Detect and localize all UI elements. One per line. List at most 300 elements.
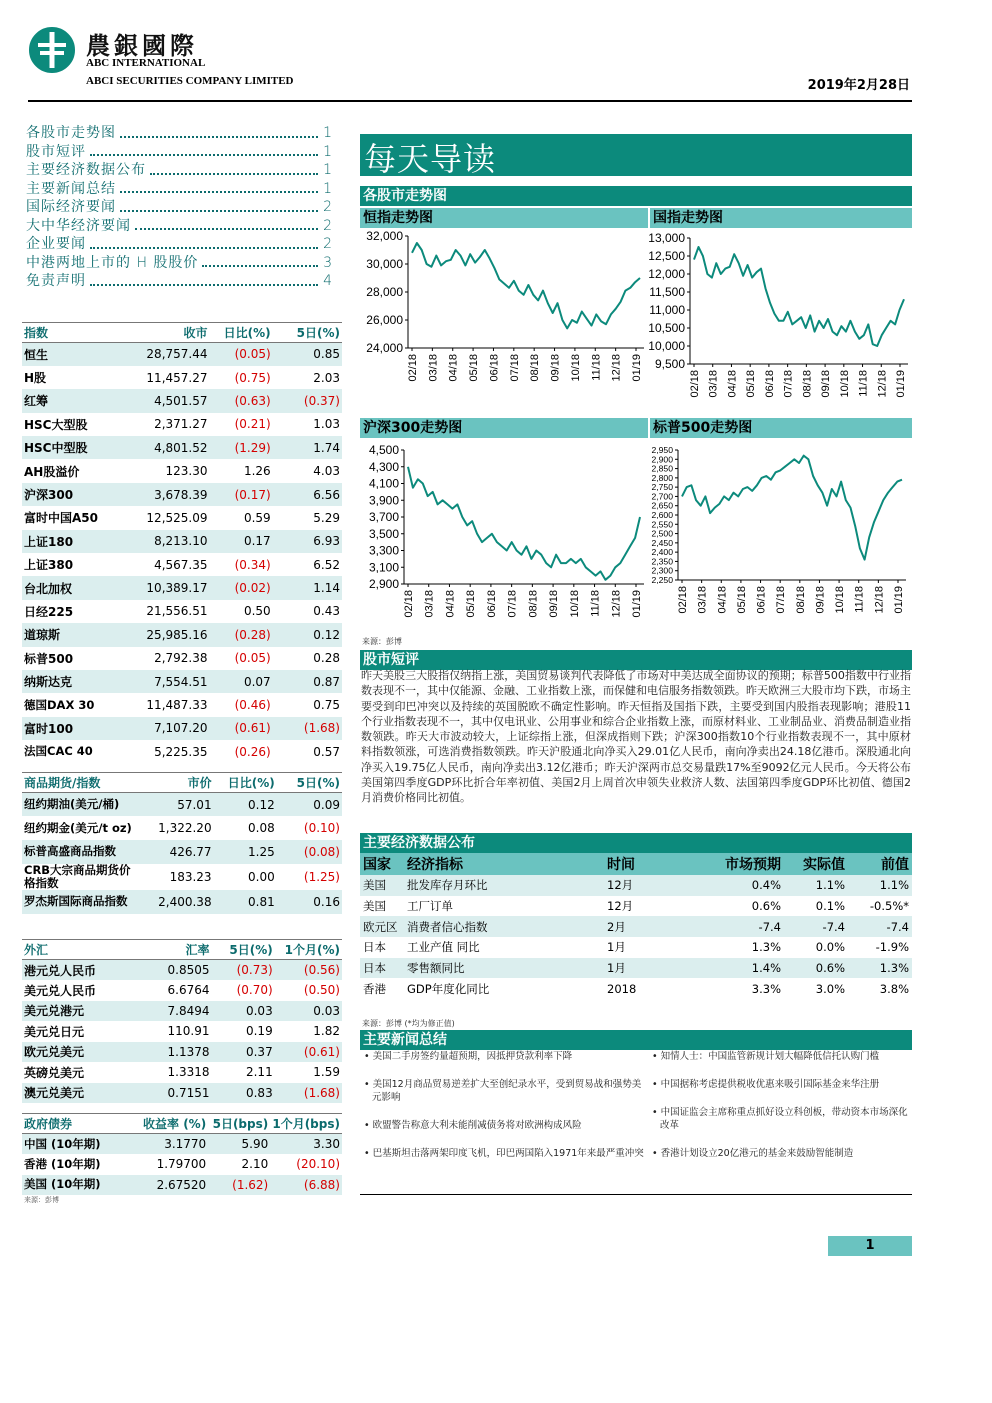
table-cell: 2,371.27 xyxy=(154,417,208,432)
table-cell: 1.74 xyxy=(273,436,342,459)
chart-title-csi300: 沪深300走势图 xyxy=(360,418,648,438)
column-header: 5日(%) xyxy=(273,323,342,343)
column-header: 指数 xyxy=(22,323,136,343)
abc-logo-icon xyxy=(28,26,76,74)
toc-page: 1 xyxy=(323,180,332,197)
hscei-chart xyxy=(640,228,912,418)
table-row xyxy=(22,980,342,1001)
econ-cell: 3.0% xyxy=(815,981,845,996)
table-cell: 0.17 xyxy=(210,530,273,553)
y-tick-label: 2,400 xyxy=(651,547,673,558)
column-header: 收益率 (%) xyxy=(134,1114,208,1134)
table-cell: (0.50) xyxy=(303,983,340,998)
table-cell: 8,213.10 xyxy=(136,530,209,553)
toc-item[interactable] xyxy=(26,235,332,254)
econ-cell: 美国 xyxy=(363,899,386,914)
table-cell: 上证380 xyxy=(24,558,74,573)
table-cell: HSC大型股 xyxy=(24,417,88,432)
table-row xyxy=(22,436,342,459)
y-tick-label: 13,000 xyxy=(648,231,685,246)
table-row xyxy=(22,864,342,890)
table-cell: 0.50 xyxy=(243,604,271,619)
econ-cell: GDP年度化同比 xyxy=(407,981,490,996)
econ-cell: 零售额同比 xyxy=(404,958,604,979)
chart-source: 来源：彭博 xyxy=(362,637,402,646)
table-cell: 美元兑港元 xyxy=(22,1001,136,1022)
table-cell: 4.03 xyxy=(313,464,340,479)
table-cell: 183.23 xyxy=(169,869,212,884)
column-header: 日比(%) xyxy=(210,323,273,343)
table-cell: 香港 (10年期) xyxy=(24,1156,101,1171)
table-cell: 4,501.57 xyxy=(136,389,209,412)
table-cell: 纽约期金(美元/t oz) xyxy=(24,820,132,835)
table-cell: 标普高盛商品指数 xyxy=(22,840,142,864)
table-cell: (0.63) xyxy=(210,389,273,412)
y-tick-label: 2,900 xyxy=(368,577,399,592)
econ-cell: 1月 xyxy=(604,958,694,979)
x-tick-label: 12/18 xyxy=(610,590,623,618)
toc-leader xyxy=(150,161,318,175)
table-row xyxy=(22,1175,342,1196)
y-tick-label: 11,500 xyxy=(649,285,685,300)
table-row xyxy=(22,553,342,576)
table-cell: 纳斯达克 xyxy=(22,670,136,693)
table-cell: 2.67520 xyxy=(134,1175,208,1196)
table-cell: (0.46) xyxy=(234,698,271,713)
table-cell: 0.83 xyxy=(212,1083,275,1104)
toc-item[interactable] xyxy=(26,161,332,180)
x-tick-label: 04/18 xyxy=(444,590,457,618)
x-tick-label: 03/18 xyxy=(423,590,436,618)
table-cell: 0.81 xyxy=(214,890,277,914)
table-row xyxy=(22,413,342,436)
y-tick-label: 4,500 xyxy=(368,443,399,458)
table-row xyxy=(22,623,342,646)
table-cell: (1.29) xyxy=(210,436,273,459)
column-header: 5日(%) xyxy=(277,773,342,793)
table-cell: (0.21) xyxy=(234,417,271,432)
table-row xyxy=(22,1001,342,1022)
econ-row xyxy=(360,916,912,937)
econ-column-header: 国家 xyxy=(360,853,404,875)
y-tick-label: 4,300 xyxy=(368,459,399,474)
table-cell: AH股溢价 xyxy=(24,464,80,479)
toc-label: 大中华经济要闻 xyxy=(26,217,131,234)
toc-label: 企业要闻 xyxy=(26,236,86,252)
table-cell: (0.75) xyxy=(234,370,271,385)
table-cell: (0.34) xyxy=(234,557,271,572)
series-line xyxy=(694,247,904,346)
table-cell: (0.02) xyxy=(210,576,273,599)
econ-column-header: 时间 xyxy=(604,853,694,875)
sp500-chart xyxy=(632,440,912,632)
bonds-table xyxy=(22,1113,342,1195)
table-row xyxy=(22,670,342,693)
x-tick-label: 04/18 xyxy=(716,586,729,614)
y-tick-label: 26,000 xyxy=(366,313,403,328)
table-row xyxy=(22,1021,342,1042)
column-header: 政府债券 xyxy=(22,1114,134,1134)
toc-page: 1 xyxy=(323,125,332,141)
table-cell: 0.07 xyxy=(210,670,273,693)
section-commentary: 股市短评 xyxy=(360,650,912,670)
x-tick-label: 11/18 xyxy=(589,590,602,617)
table-cell: 1.1378 xyxy=(136,1042,211,1063)
econ-cell: 3.8% xyxy=(879,981,909,996)
y-tick-label: 32,000 xyxy=(366,229,403,244)
x-tick-label: 05/18 xyxy=(745,370,758,398)
econ-cell: 0.4% xyxy=(694,875,784,896)
table-cell: 法国CAC 40 xyxy=(24,744,93,759)
econ-cell: 日本 xyxy=(360,958,404,979)
econ-cell: 工厂订单 xyxy=(407,899,453,914)
econ-column-header: 市场预期 xyxy=(694,853,784,875)
table-cell: 道琼斯 xyxy=(22,623,136,646)
y-tick-label: 2,250 xyxy=(651,575,673,586)
x-tick-label: 01/19 xyxy=(893,586,905,614)
toc-page: 2 xyxy=(323,217,332,234)
table-cell: 10,389.17 xyxy=(136,576,209,599)
table-cell: (1.68) xyxy=(273,717,342,740)
table-cell: 57.01 xyxy=(142,793,213,817)
x-tick-label: 10/18 xyxy=(569,354,582,382)
table-cell: 富时中国A50 xyxy=(24,511,98,526)
toc-item[interactable] xyxy=(26,272,332,291)
table-cell: 红筹 xyxy=(22,389,136,412)
table-row xyxy=(22,740,342,763)
table-cell: (0.56) xyxy=(275,960,342,981)
y-tick-label: 2,450 xyxy=(651,537,673,548)
table-cell: (0.17) xyxy=(210,483,273,506)
y-tick-label: 3,500 xyxy=(368,526,399,541)
table-cell: 英磅兑美元 xyxy=(24,1065,85,1080)
econ-cell: 0.6% xyxy=(751,899,781,914)
econ-cell: 12月 xyxy=(604,875,694,896)
table-cell: 2.11 xyxy=(245,1065,273,1080)
econ-row xyxy=(360,896,912,917)
econ-source: 来源：彭博 (*均为修正值) xyxy=(362,1019,455,1028)
econ-cell: 工业产值 同比 xyxy=(407,940,480,955)
econ-row xyxy=(360,978,912,999)
toc-label: 股市短评 xyxy=(26,143,86,160)
table-cell: (0.61) xyxy=(275,1042,342,1063)
econ-cell: 2018 xyxy=(607,981,637,996)
table-cell: 纽约期油(美元/桶) xyxy=(22,793,142,817)
table-row xyxy=(22,1042,342,1063)
table-row xyxy=(22,1134,342,1155)
table-cell: HSC中型股 xyxy=(22,436,136,459)
table-cell: 0.09 xyxy=(277,793,342,817)
table-cell: 28,757.44 xyxy=(136,343,209,366)
econ-cell: 0.6% xyxy=(784,958,848,979)
x-tick-label: 06/18 xyxy=(485,590,498,618)
econ-cell: 1.4% xyxy=(694,958,784,979)
table-cell: 7,554.51 xyxy=(136,670,209,693)
series-line xyxy=(412,243,640,328)
toc-item[interactable] xyxy=(26,180,332,199)
column-header: 商品期货/指数 xyxy=(22,773,142,793)
x-tick-label: 08/18 xyxy=(801,370,814,398)
y-tick-label: 3,300 xyxy=(368,543,399,558)
toc-item[interactable] xyxy=(26,217,332,236)
table-cell: (0.70) xyxy=(236,983,273,998)
table-row xyxy=(22,840,342,864)
x-tick-label: 07/18 xyxy=(782,370,795,398)
toc-label: 中港两地上市的 H 股股价 xyxy=(26,254,199,271)
y-tick-label: 2,900 xyxy=(651,454,673,465)
econ-row xyxy=(360,937,912,958)
table-cell: 123.30 xyxy=(165,464,208,479)
x-tick-label: 01/19 xyxy=(631,354,643,382)
toc-leader xyxy=(120,180,318,194)
news-item: • 欧盟警告称意大利未能削减债务将对欧洲构成风险 xyxy=(364,1120,582,1131)
x-tick-label: 10/18 xyxy=(838,370,851,398)
table-cell: 6.56 xyxy=(273,483,342,506)
section-econ: 主要经济数据公布 xyxy=(360,833,912,853)
table-cell: 0.12 xyxy=(273,623,342,646)
x-tick-label: 01/19 xyxy=(895,370,907,398)
table-cell: 德国DAX 30 xyxy=(24,697,95,712)
x-tick-label: 02/18 xyxy=(677,586,689,614)
toc-page: 2 xyxy=(323,199,332,215)
page-title: 每天导读 xyxy=(364,140,497,178)
table-cell: 2,792.38 xyxy=(154,651,208,666)
column-header: 日比(%) xyxy=(214,773,277,793)
x-tick-label: 11/18 xyxy=(590,354,603,381)
table-cell: 1.26 xyxy=(243,464,271,479)
section-news: 主要新闻总结 xyxy=(360,1030,912,1050)
x-tick-label: 08/18 xyxy=(794,586,807,614)
table-cell: 4,801.52 xyxy=(136,436,209,459)
table-cell: 0.59 xyxy=(243,510,271,525)
table-row xyxy=(22,343,342,366)
table-cell: 上证180 xyxy=(22,530,136,553)
table-cell: 美元兑人民币 xyxy=(24,983,97,998)
x-tick-label: 06/18 xyxy=(755,586,768,614)
table-cell: 1.82 xyxy=(313,1024,340,1039)
table-cell: 0.75 xyxy=(313,698,340,713)
table-cell: 0.57 xyxy=(313,744,340,759)
x-tick-label: 07/18 xyxy=(506,590,519,618)
table-cell: 5.90 xyxy=(208,1134,270,1155)
table-row xyxy=(22,960,342,981)
table-cell: 0.85 xyxy=(273,343,342,366)
column-header: 汇率 xyxy=(136,940,211,960)
news-item: • 美国12月商品贸易逆差扩大至创纪录水平，受到贸易战和强势美元影响 xyxy=(364,1079,642,1103)
column-header: 5日(bps) xyxy=(208,1114,270,1134)
table-cell: 0.37 xyxy=(212,1042,275,1063)
table-cell: (1.68) xyxy=(275,1083,342,1104)
table-cell: 0.03 xyxy=(275,1001,342,1022)
news-item: • 巴基斯坦击落两架印度飞机，印巴两国陷入1971年来最严重冲突 xyxy=(364,1148,644,1159)
econ-cell: 美国 xyxy=(360,875,404,896)
x-tick-label: 03/18 xyxy=(427,354,440,382)
table-cell: (0.28) xyxy=(210,623,273,646)
x-tick-label: 01/19 xyxy=(631,590,643,618)
table-cell: 0.7151 xyxy=(136,1083,211,1104)
table-cell: 2,400.38 xyxy=(142,890,213,914)
table-row xyxy=(22,890,342,914)
x-tick-label: 05/18 xyxy=(465,590,478,618)
table-cell: 罗杰斯国际商品指数 xyxy=(22,890,142,914)
x-tick-label: 03/18 xyxy=(696,586,709,614)
table-cell: 6.6764 xyxy=(167,983,210,998)
table-cell: 美元兑日元 xyxy=(24,1024,85,1039)
econ-cell: -7.4 xyxy=(848,916,912,937)
table-cell: (20.10) xyxy=(296,1157,340,1172)
table-cell: 11,457.27 xyxy=(146,370,208,385)
econ-row xyxy=(360,875,912,896)
toc-item[interactable] xyxy=(26,143,332,162)
table-cell: 0.43 xyxy=(313,604,340,619)
table-cell: 0.03 xyxy=(212,1001,275,1022)
news-item: • 香港计划设立20亿港元的基金来鼓励智能制造 xyxy=(652,1148,854,1159)
x-tick-label: 06/18 xyxy=(763,370,776,398)
table-cell: (0.08) xyxy=(277,840,342,864)
y-tick-label: 2,550 xyxy=(651,519,673,530)
toc-leader xyxy=(135,217,318,231)
table-cell: 426.77 xyxy=(142,840,213,864)
table-cell: (0.37) xyxy=(273,389,342,412)
econ-cell: 0.0% xyxy=(815,940,845,955)
table-row xyxy=(22,483,342,506)
series-line xyxy=(408,467,640,580)
table-row xyxy=(22,389,342,412)
toc-leader xyxy=(90,143,318,157)
table-cell: 3.1770 xyxy=(134,1134,208,1155)
y-tick-label: 28,000 xyxy=(366,285,403,300)
y-tick-label: 2,700 xyxy=(651,491,673,502)
table-row xyxy=(22,693,342,716)
econ-cell: 1.1% xyxy=(784,875,848,896)
table-cell: 富时100 xyxy=(22,717,136,740)
table-cell: 日经225 xyxy=(24,604,74,619)
econ-cell: -1.9% xyxy=(875,940,909,955)
x-tick-label: 02/18 xyxy=(689,370,701,398)
brand-english-1: ABC INTERNATIONAL xyxy=(86,57,206,69)
report-date: 2019年2月28日 xyxy=(807,78,910,93)
x-tick-label: 09/18 xyxy=(548,590,561,618)
toc-page: 4 xyxy=(323,273,332,289)
y-tick-label: 2,750 xyxy=(651,482,673,493)
table-cell: 12,525.09 xyxy=(146,510,208,525)
x-tick-label: 04/18 xyxy=(726,370,739,398)
fx-table xyxy=(22,939,342,1103)
table-row xyxy=(22,459,342,482)
toc-label: 国际经济要闻 xyxy=(26,199,116,215)
table-row xyxy=(22,600,342,623)
toc-page: 3 xyxy=(323,254,332,271)
table-cell: 1.25 xyxy=(214,840,277,864)
y-tick-label: 2,300 xyxy=(651,565,673,576)
table-row xyxy=(22,576,342,599)
table-cell: H股 xyxy=(24,371,47,386)
econ-cell: 香港 xyxy=(363,981,386,996)
table-cell: 1.59 xyxy=(313,1065,340,1080)
y-tick-label: 2,850 xyxy=(651,463,673,474)
table-cell: 中国 (10年期) xyxy=(22,1134,134,1155)
econ-cell: -0.5%* xyxy=(869,899,909,914)
table-row xyxy=(22,506,342,529)
table-cell: 0.87 xyxy=(273,670,342,693)
toc-leader xyxy=(90,272,318,286)
y-tick-label: 12,500 xyxy=(648,249,685,264)
x-tick-label: 02/18 xyxy=(403,590,415,618)
y-tick-label: 2,650 xyxy=(651,500,673,511)
econ-cell: 消费者信心指数 xyxy=(404,916,604,937)
toc-item[interactable] xyxy=(26,254,332,273)
chart-title-hscei: 国指走势图 xyxy=(650,208,912,228)
econ-column-header: 实际值 xyxy=(784,853,848,875)
toc-label: 各股市走势图 xyxy=(26,125,116,141)
table-row xyxy=(22,1154,342,1175)
column-header: 外汇 xyxy=(22,940,136,960)
y-tick-label: 12,000 xyxy=(648,267,685,282)
y-tick-label: 24,000 xyxy=(366,341,403,356)
toc-item[interactable] xyxy=(26,124,332,143)
table-cell: 1,322.20 xyxy=(158,821,212,836)
table-cell: 21,556.51 xyxy=(146,604,208,619)
econ-cell: 1月 xyxy=(607,940,626,955)
table-cell: (1.25) xyxy=(303,869,340,884)
header-divider xyxy=(28,100,912,102)
toc-leader xyxy=(202,254,318,268)
table-cell: 恒生 xyxy=(22,343,136,366)
econ-data-table xyxy=(360,853,912,999)
table-cell: 1.79700 xyxy=(156,1157,207,1172)
x-tick-label: 06/18 xyxy=(488,354,501,382)
x-tick-label: 09/18 xyxy=(549,354,562,382)
x-tick-label: 03/18 xyxy=(707,370,720,398)
news-divider xyxy=(360,1194,912,1195)
y-tick-label: 11,000 xyxy=(649,303,685,318)
table-cell: 0.8505 xyxy=(136,960,211,981)
table-cell: 0.16 xyxy=(277,890,342,914)
table-cell: 0.12 xyxy=(214,793,277,817)
table-cell: 台北加权 xyxy=(22,576,136,599)
table-cell: 标普500 xyxy=(24,651,74,666)
table-of-contents xyxy=(26,124,332,291)
x-tick-label: 12/18 xyxy=(873,586,886,614)
econ-cell: -7.4 xyxy=(784,916,848,937)
table-cell: 港元兑人民币 xyxy=(22,960,136,981)
table-row xyxy=(22,366,342,389)
table-cell: 5.29 xyxy=(313,510,340,525)
y-tick-label: 2,950 xyxy=(651,445,673,456)
y-tick-label: 2,800 xyxy=(651,472,673,483)
econ-cell: 1.1% xyxy=(848,875,912,896)
table-row xyxy=(22,1062,342,1083)
y-tick-label: 30,000 xyxy=(366,257,403,272)
table-row xyxy=(22,530,342,553)
x-tick-label: 12/18 xyxy=(610,354,623,382)
table-cell: 0.28 xyxy=(313,651,340,666)
toc-item[interactable] xyxy=(26,198,332,217)
x-tick-label: 05/18 xyxy=(468,354,481,382)
x-tick-label: 09/18 xyxy=(820,370,833,398)
news-item: • 中国据称考虑提供税收优惠来吸引国际基金来华注册 xyxy=(652,1079,880,1090)
column-header: 1个月(bps) xyxy=(270,1114,342,1134)
table-cell: 澳元兑美元 xyxy=(22,1083,136,1104)
econ-cell: 0.1% xyxy=(815,899,845,914)
econ-row xyxy=(360,958,912,979)
table-cell: 1.3318 xyxy=(167,1065,210,1080)
column-header: 市价 xyxy=(142,773,213,793)
x-tick-label: 08/18 xyxy=(527,590,540,618)
table-cell: 25,985.16 xyxy=(136,623,209,646)
y-tick-label: 3,700 xyxy=(368,510,399,525)
table-row xyxy=(22,717,342,740)
